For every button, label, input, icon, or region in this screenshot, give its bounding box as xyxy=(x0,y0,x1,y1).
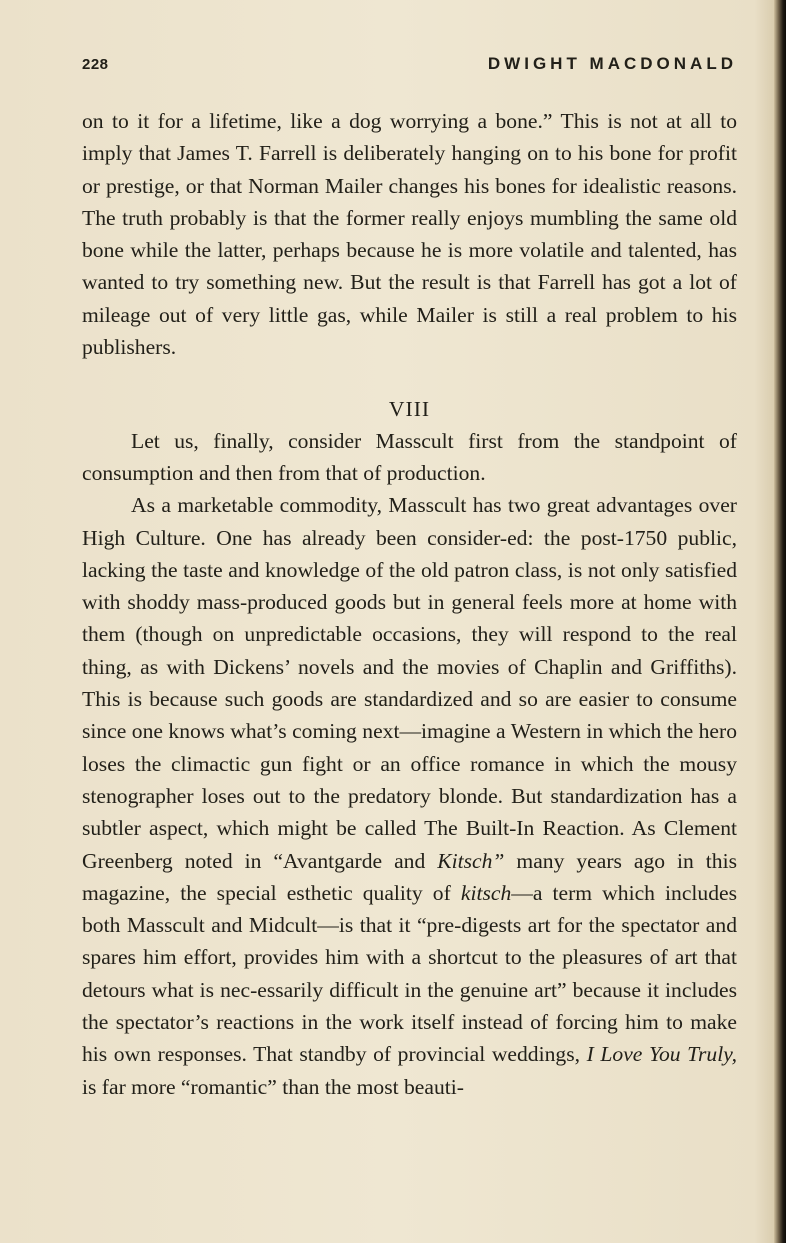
paragraph-text: many years ago in this magazine, the special esthetic quality of xyxy=(82,848,737,905)
body-text xyxy=(82,105,737,1103)
section-gap xyxy=(82,363,737,379)
paragraph-marketable-commodity xyxy=(82,489,737,1103)
section-heading: VIII xyxy=(388,397,431,422)
running-head-author: DWIGHT MACDONALD xyxy=(487,54,737,73)
paragraph-text: is far more “romantic” than the most beauti- xyxy=(82,1074,464,1099)
book-spine-edge xyxy=(774,0,786,1243)
running-head xyxy=(82,52,737,82)
paragraph-consumption: Let us, finally, consider Masscult first from the standpoint of consumption and then from that of production. xyxy=(82,428,737,485)
paragraph-continued: on to it for a lifetime, like a dog worrying a bone.” This is not at all to imply that James T. Farrell is deliberately hanging on to his bone for profit or prestige, or that Norman Mailer changes his bones for idealistic reasons. The truth probably is that the former really enjoys mumbling the same old bone while the latter, perhaps because he is more volatile and talented, has wanted to try something new. But the result is that Farrell has got a lot of mileage out of very little gas, while Mailer is still a real problem to his publishers. xyxy=(82,109,737,360)
page-number: 228 xyxy=(82,56,109,73)
paragraph-text: As a marketable commodity, Masscult has two great advantages over High Culture. One has already been consider-ed: the post-1750 public, lacking the taste and knowledge of the old patron class, is not only satisfied with shoddy mass-produced goods but in general feels more at home with them (though on unpredictable occasions, they will respond to the real thing, as with Dickens’ novels and the movies of Chaplin and Griffiths). This is because such goods are standardized and so are easier to consume since one knows what’s coming next—imagine a Western in which the hero loses the climactic gun fight or an office romance in which the mousy stenographer loses out to the predatory blonde. But standardization has a subtler aspect, which might be called The Built-In Reaction. As Clement Greenberg noted in “Avantgarde and xyxy=(82,493,737,873)
paragraph-text: —a term which includes both Masscult and Midcult—is that it “pre-digests art for the spectator and spares him effort, provides him with a shortcut to the pleasures of art that detours what is nec-essarily difficult in the genuine art” because it includes the spectator’s reactions in the work itself instead of forcing him to make his own responses. That standby of provincial weddings, xyxy=(82,880,738,1067)
italic-song-title: I Love You Truly, xyxy=(586,1042,737,1067)
italic-term-kitsch: kitsch xyxy=(460,880,512,905)
italic-title-kitsch: Kitsch” xyxy=(437,848,505,873)
